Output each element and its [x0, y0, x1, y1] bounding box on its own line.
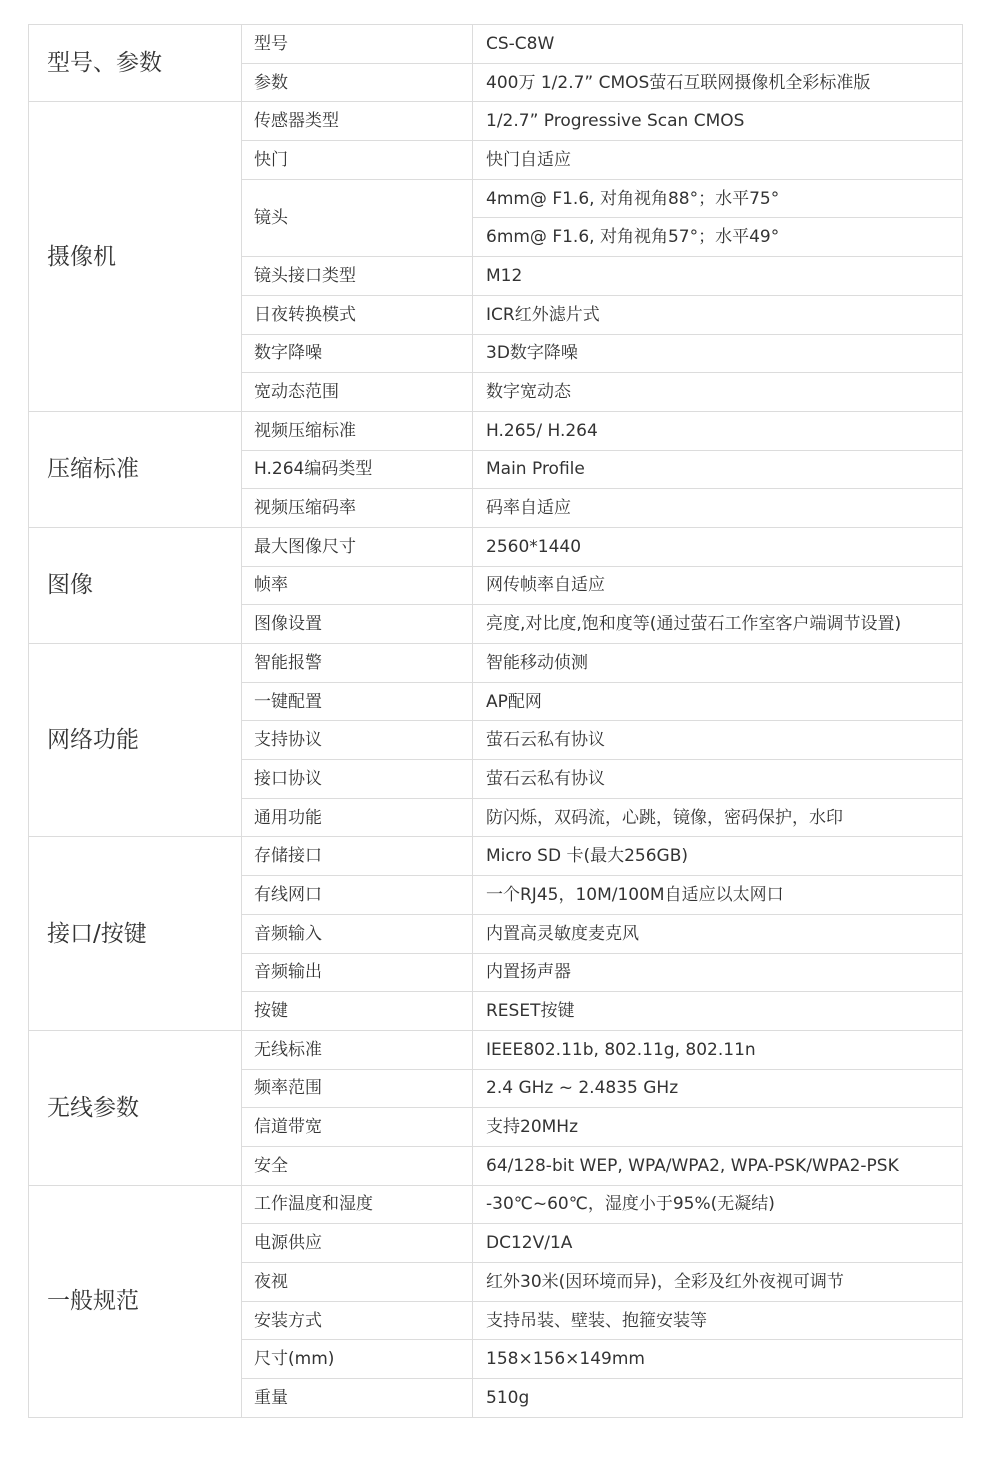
spec-value: 64/128-bit WEP, WPA/WPA2, WPA-PSK/WPA2-PSK — [473, 1146, 963, 1185]
spec-value: 亮度,对比度,饱和度等(通过萤石工作室客户端调节设置) — [473, 605, 963, 644]
spec-value: 4mm@ F1.6, 对角视角88°；水平75° — [473, 179, 963, 218]
spec-value: 3D数字降噪 — [473, 334, 963, 373]
spec-label: H.264编码类型 — [242, 450, 473, 489]
group-title: 网络功能 — [29, 644, 242, 837]
spec-label: 快门 — [242, 141, 473, 180]
spec-label: 无线标准 — [242, 1030, 473, 1069]
group-title: 一般规范 — [29, 1185, 242, 1417]
spec-value: 510g — [473, 1379, 963, 1418]
spec-value: 2560*1440 — [473, 527, 963, 566]
spec-value: 支持20MHz — [473, 1108, 963, 1147]
spec-value: 1/2.7” Progressive Scan CMOS — [473, 102, 963, 141]
spec-label: 视频压缩码率 — [242, 489, 473, 528]
spec-label: 工作温度和湿度 — [242, 1185, 473, 1224]
group-title: 接口/按键 — [29, 837, 242, 1030]
spec-label: 镜头 — [242, 179, 473, 256]
spec-label: 智能报警 — [242, 644, 473, 683]
spec-value: AP配网 — [473, 682, 963, 721]
spec-label: 存储接口 — [242, 837, 473, 876]
spec-label: 有线网口 — [242, 876, 473, 915]
table-row — [29, 102, 963, 141]
spec-value: 码率自适应 — [473, 489, 963, 528]
spec-value: 网传帧率自适应 — [473, 566, 963, 605]
spec-label: 日夜转换模式 — [242, 295, 473, 334]
spec-label: 电源供应 — [242, 1224, 473, 1263]
spec-label: 最大图像尺寸 — [242, 527, 473, 566]
spec-table — [28, 24, 963, 1418]
spec-label: 频率范围 — [242, 1069, 473, 1108]
spec-value: 数字宽动态 — [473, 373, 963, 412]
spec-label: 数字降噪 — [242, 334, 473, 373]
spec-value: 快门自适应 — [473, 141, 963, 180]
spec-value: 红外30米(因环境而异)，全彩及红外夜视可调节 — [473, 1263, 963, 1302]
spec-value: 6mm@ F1.6, 对角视角57°；水平49° — [473, 218, 963, 257]
spec-value: -30℃~60℃，湿度小于95%(无凝结) — [473, 1185, 963, 1224]
spec-label: 支持协议 — [242, 721, 473, 760]
spec-label: 尺寸(mm) — [242, 1340, 473, 1379]
spec-label: 通用功能 — [242, 798, 473, 837]
table-row — [29, 1030, 963, 1069]
spec-label: 图像设置 — [242, 605, 473, 644]
spec-label: 按键 — [242, 992, 473, 1031]
spec-value: 2.4 GHz ~ 2.4835 GHz — [473, 1069, 963, 1108]
spec-label: 接口协议 — [242, 760, 473, 799]
table-row — [29, 644, 963, 683]
spec-value: 支持吊装、壁装、抱箍安装等 — [473, 1301, 963, 1340]
spec-value: 一个RJ45，10M/100M自适应以太网口 — [473, 876, 963, 915]
spec-label: 传感器类型 — [242, 102, 473, 141]
spec-label: 夜视 — [242, 1263, 473, 1302]
spec-label: 视频压缩标准 — [242, 411, 473, 450]
group-title: 无线参数 — [29, 1030, 242, 1185]
spec-value: 萤石云私有协议 — [473, 760, 963, 799]
spec-value: M12 — [473, 257, 963, 296]
spec-value: ICR红外滤片式 — [473, 295, 963, 334]
spec-value: 400万 1/2.7” CMOS萤石互联网摄像机全彩标准版 — [473, 63, 963, 102]
spec-label: 镜头接口类型 — [242, 257, 473, 296]
spec-value: RESET按键 — [473, 992, 963, 1031]
spec-label: 一键配置 — [242, 682, 473, 721]
spec-value: Micro SD 卡(最大256GB) — [473, 837, 963, 876]
table-row — [29, 411, 963, 450]
spec-label: 帧率 — [242, 566, 473, 605]
spec-value: Main Profile — [473, 450, 963, 489]
spec-value: 内置高灵敏度麦克风 — [473, 914, 963, 953]
spec-value: IEEE802.11b, 802.11g, 802.11n — [473, 1030, 963, 1069]
spec-value: 内置扬声器 — [473, 953, 963, 992]
group-title: 型号、参数 — [29, 25, 242, 102]
spec-value: H.265/ H.264 — [473, 411, 963, 450]
spec-label: 信道带宽 — [242, 1108, 473, 1147]
group-title: 摄像机 — [29, 102, 242, 412]
spec-label: 重量 — [242, 1379, 473, 1418]
table-row — [29, 1185, 963, 1224]
group-title: 压缩标准 — [29, 411, 242, 527]
spec-label: 宽动态范围 — [242, 373, 473, 412]
spec-value: CS-C8W — [473, 25, 963, 64]
spec-value: 防闪烁，双码流，心跳，镜像，密码保护，水印 — [473, 798, 963, 837]
table-row — [29, 527, 963, 566]
spec-label: 音频输入 — [242, 914, 473, 953]
spec-label: 音频输出 — [242, 953, 473, 992]
table-row — [29, 837, 963, 876]
spec-value: 萤石云私有协议 — [473, 721, 963, 760]
spec-value: 智能移动侦测 — [473, 644, 963, 683]
table-row — [29, 25, 963, 64]
spec-value: DC12V/1A — [473, 1224, 963, 1263]
spec-label: 安装方式 — [242, 1301, 473, 1340]
spec-label: 型号 — [242, 25, 473, 64]
spec-value: 158×156×149mm — [473, 1340, 963, 1379]
spec-label: 安全 — [242, 1146, 473, 1185]
group-title: 图像 — [29, 527, 242, 643]
spec-label: 参数 — [242, 63, 473, 102]
